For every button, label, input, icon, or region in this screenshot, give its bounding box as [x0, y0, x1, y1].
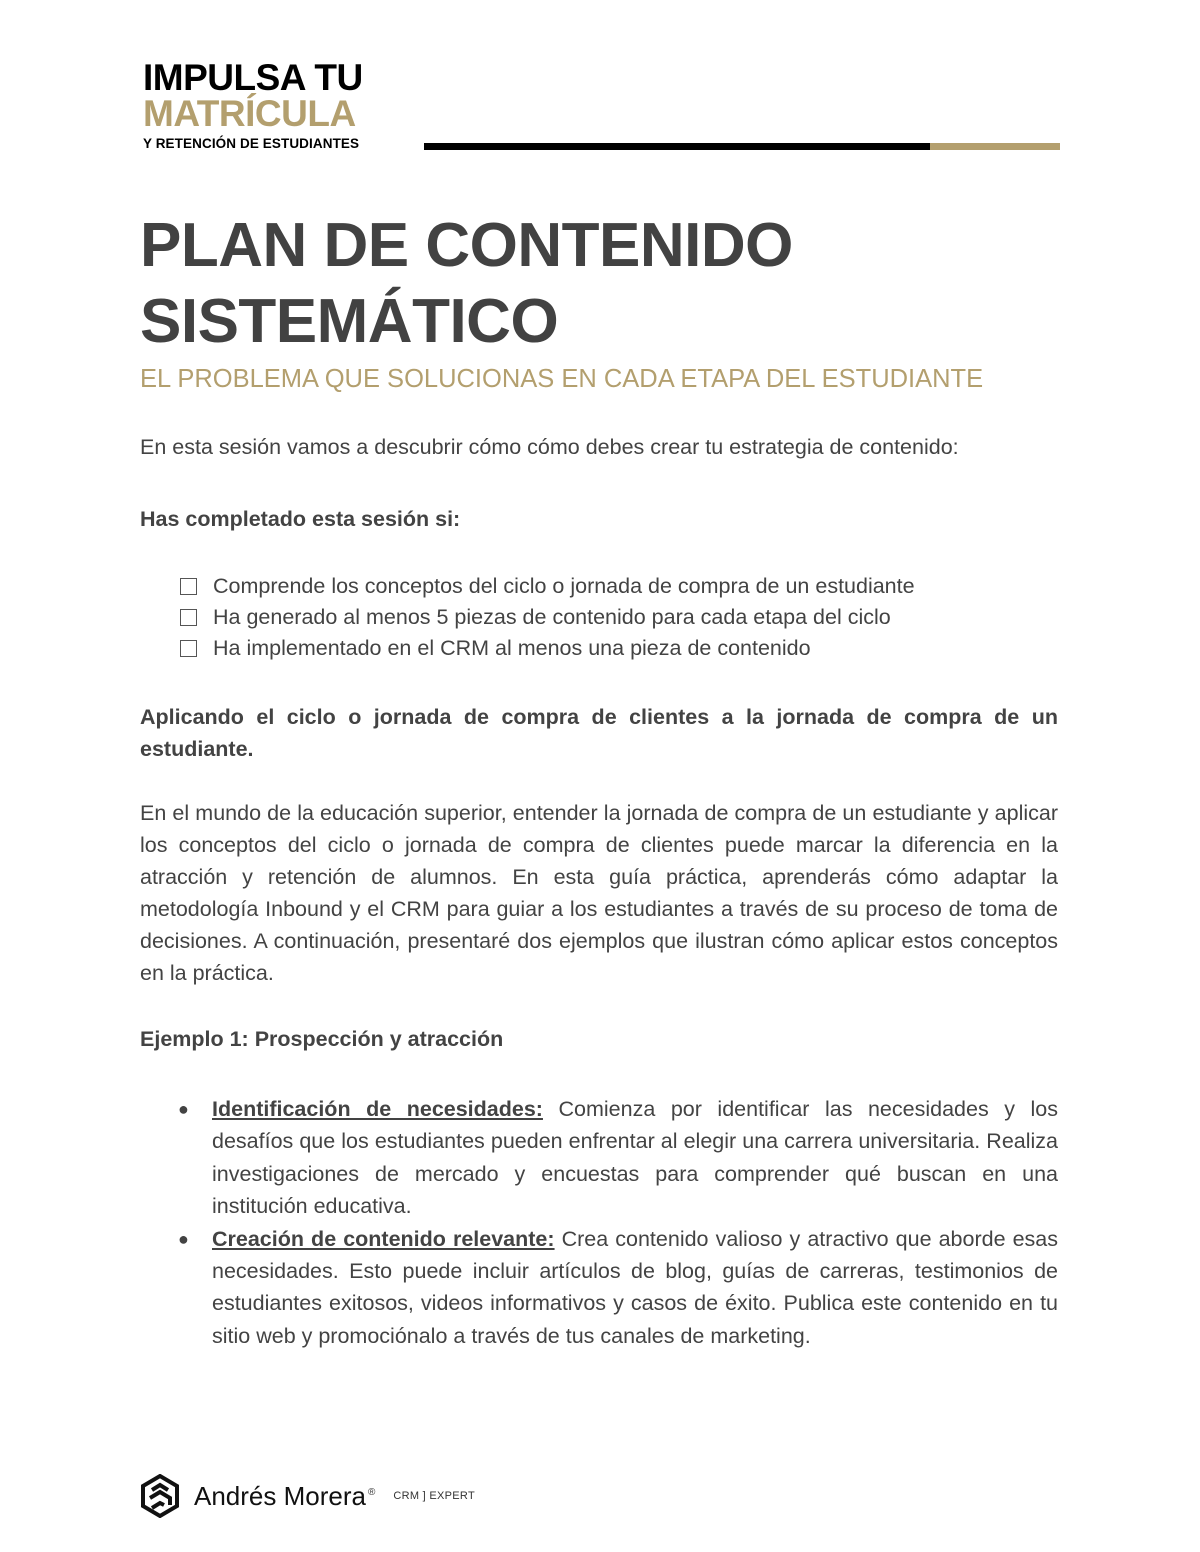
footer: [140, 1474, 475, 1518]
checklist-item: [180, 602, 1058, 633]
example-1-heading: Ejemplo 1: Prospección y atracción: [140, 1027, 504, 1051]
header-rule-black: [424, 143, 930, 150]
checkbox-icon[interactable]: [180, 578, 197, 595]
bullet-lead: Creación de contenido relevante:: [212, 1226, 555, 1251]
registered-mark: ®: [367, 1486, 376, 1498]
footer-name: Andrés Morera: [194, 1480, 366, 1511]
bullet-dot-icon: ●: [178, 1099, 189, 1119]
checklist-item: [180, 633, 1058, 664]
andres-morera-logo-icon: [140, 1474, 180, 1518]
brand-line-3: Y RETENCIÓN DE ESTUDIANTES: [143, 136, 360, 151]
checklist-item-label: Ha implementado en el CRM al menos una pieza de contenido: [213, 636, 811, 660]
bullet-item: [140, 1223, 1058, 1353]
checklist-item-label: Comprende los conceptos del ciclo o jornada de compra de un estudiante: [213, 574, 915, 598]
checkbox-icon[interactable]: [180, 640, 197, 657]
checklist: [140, 571, 1058, 664]
page-subtitle: EL PROBLEMA QUE SOLUCIONAS EN CADA ETAPA DEL ESTUDIANTE: [140, 365, 984, 393]
bullet-list: [140, 1093, 1058, 1352]
document-body: [140, 208, 1058, 1352]
brand-logo: [143, 57, 363, 151]
completed-heading: Has completado esta sesión si:: [140, 507, 461, 531]
body-paragraph: En el mundo de la educación superior, entender la jornada de compra de un estudiante y aplicar los conceptos del ciclo o jornada de compra de clientes puede marcar la diferencia en la atracción y retención de alumnos. En esta guía práctica, aprenderás cómo adaptar la metodología Inbound y el CRM para guiar a los estudiantes a través de su proceso de toma de decisiones. A continuación, presentaré dos ejemplos que ilustran cómo aplicar estos conceptos en la práctica.: [140, 801, 1058, 985]
bullet-lead: Identificación de necesidades:: [212, 1097, 543, 1121]
checklist-item-label: Ha generado al menos 5 piezas de contenido para cada etapa del ciclo: [213, 605, 891, 629]
checklist-item: [180, 571, 1058, 602]
bullet-dot-icon: ●: [178, 1228, 189, 1249]
page-title: PLAN DE CONTENIDO SISTEMÁTICO: [140, 211, 793, 356]
brand-line-2: MATRÍCULA: [143, 93, 356, 134]
checkbox-icon[interactable]: [180, 609, 197, 626]
section-heading: Aplicando el ciclo o jornada de compra de clientes a la jornada de compra de un estudiante.: [140, 705, 1058, 761]
footer-tagline: CRM ] EXPERT: [393, 1490, 475, 1502]
bullet-text: Comienza por identificar las necesidades y los desafíos que los estudiantes pueden enfrentar al elegir una carrera universitaria. Realiza investigaciones de mercado y encuestas para comprender qué buscan en una institución educativa.: [212, 1097, 1058, 1219]
brand-line-1: IMPULSA TU: [143, 57, 363, 98]
header-rule-gold: [930, 143, 1060, 150]
bullet-text: Crea contenido valioso y atractivo que aborde esas necesidades. Esto puede incluir artículos de blog, guías de carreras, testimonios de estudiantes exitosos, videos informativos y casos de éxito. Publica este contenido en tu sitio web y promociónalo a través de tus canales de marketing.: [212, 1226, 1059, 1348]
intro-text: En esta sesión vamos a descubrir cómo cómo debes crear tu estrategia de contenido:: [140, 435, 959, 459]
bullet-item: [140, 1093, 1058, 1223]
